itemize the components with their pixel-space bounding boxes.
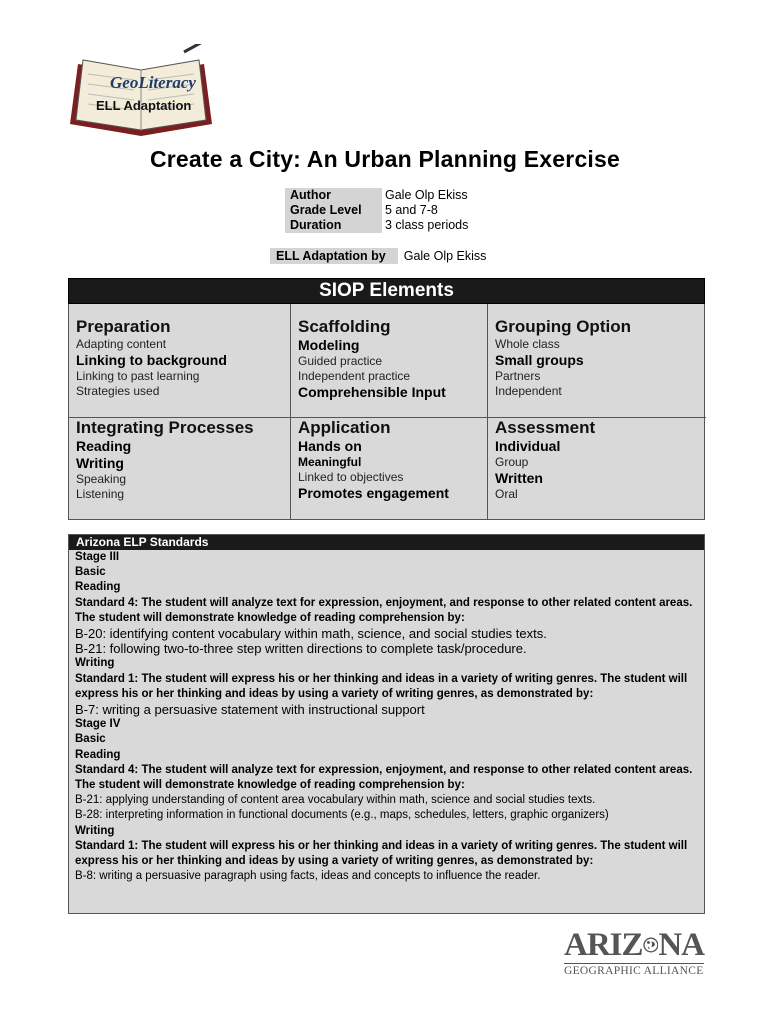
cell-item-highlight: Small groups — [495, 352, 584, 368]
cell-item-highlight: Writing — [76, 455, 124, 471]
meta-row-grade — [285, 203, 468, 218]
level-heading: Basic — [75, 733, 106, 746]
arizona-geographic-alliance-logo — [564, 928, 704, 978]
indicator-text: B-8: writing a persuasive paragraph using facts, ideas and concepts to influence the reader. — [75, 870, 541, 883]
siop-cell-grouping — [488, 304, 706, 418]
cell-item: Strategies used — [76, 384, 160, 398]
meta-value: Gale Olp Ekiss — [385, 188, 468, 202]
meta-key: Author — [285, 188, 382, 203]
logo-name-part: NA — [658, 927, 704, 963]
siop-title: SIOP Elements — [68, 278, 705, 304]
siop-cell-preparation — [69, 304, 291, 418]
cell-item-highlight: Written — [495, 470, 543, 486]
domain-heading: Writing — [75, 657, 115, 670]
logo-subtitle: GEOGRAPHIC ALLIANCE — [564, 965, 704, 977]
standard-text: Standard 1: The student will express his or her thinking and ideas in a variety of writing genres. The student will express his or her thinking and ideas by using a variety of writing genres, as demonstrated by: — [75, 839, 688, 868]
cell-item: Group — [495, 455, 529, 469]
indicator-text: B-20: identifying content vocabulary within math, science, and social studies texts. — [75, 626, 547, 642]
cell-item: Linked to objectives — [298, 470, 404, 484]
cell-item-highlight: Hands on — [298, 438, 362, 454]
geoliteracy-logo — [66, 44, 216, 140]
meta-key: Grade Level — [285, 203, 382, 218]
siop-cell-integrating — [69, 418, 291, 519]
cell-item: Speaking — [76, 472, 127, 486]
indicator-text: B-7: writing a persuasive statement with instructional support — [75, 702, 425, 718]
adaptation-key: ELL Adaptation by — [270, 248, 398, 264]
cell-item: Whole class — [495, 337, 560, 351]
cell-item: Partners — [495, 369, 541, 383]
cell-item-highlight: Reading — [76, 438, 132, 454]
meta-value: 3 class periods — [385, 218, 469, 232]
cell-item-highlight: Individual — [495, 438, 561, 454]
cell-item: Oral — [495, 487, 518, 501]
cell-item-highlight: Modeling — [298, 337, 360, 353]
siop-table — [68, 278, 705, 520]
svg-text:ELL Adaptation: ELL Adaptation — [96, 98, 192, 113]
domain-heading: Writing — [75, 824, 115, 837]
indicator-text: B-21: applying understanding of content area vocabulary within math, science and social studies texts. — [75, 794, 596, 807]
indicator-text: B-21: following two-to-three step written directions to complete task/procedure. — [75, 641, 527, 657]
cell-heading: Scaffolding — [298, 317, 391, 336]
globe-icon — [643, 930, 659, 960]
siop-cell-scaffolding — [291, 304, 488, 418]
adaptation-credit — [270, 248, 486, 264]
cell-heading: Assessment — [495, 418, 596, 437]
standard-text: Standard 1: The student will express his or her thinking and ideas in a variety of writing genres. The student will express his or her thinking and ideas by using a variety of writing genres, as demonstrated by: — [75, 672, 688, 700]
cell-heading: Integrating Processes — [76, 418, 254, 437]
cell-item: Independent — [495, 384, 562, 398]
standard-text: Standard 4: The student will analyze text for expression, enjoyment, and response to other related content areas. The student will demonstrate knowledge of reading comprehension by: — [75, 596, 693, 624]
cell-item-highlight: Meaningful — [298, 455, 362, 469]
siop-cell-assessment — [488, 418, 706, 519]
page-title: Create a City: An Urban Planning Exercise — [149, 146, 621, 172]
cell-heading: Grouping Option — [495, 317, 631, 336]
standard-text: Standard 4: The student will analyze text for expression, enjoyment, and response to other related content areas. The student will demonstrate knowledge of reading comprehension by: — [75, 763, 693, 792]
cell-heading: Preparation — [76, 317, 171, 336]
cell-item: Linking to past learning — [76, 369, 200, 383]
elp-standards-box — [68, 534, 705, 914]
cell-item-highlight: Promotes engagement — [298, 485, 449, 501]
cell-item-highlight: Linking to background — [76, 352, 227, 368]
cell-item: Independent practice — [298, 369, 411, 383]
cell-heading: Application — [298, 418, 391, 437]
domain-heading: Reading — [75, 748, 121, 761]
cell-item-highlight: Comprehensible Input — [298, 384, 446, 400]
cell-item: Guided practice — [298, 354, 383, 368]
stage-heading: Stage III — [75, 551, 120, 563]
meta-row-duration — [285, 218, 468, 233]
siop-cell-application — [291, 418, 488, 519]
stage-heading: Stage IV — [75, 718, 121, 731]
lesson-meta — [285, 188, 468, 233]
indicator-text: B-28: interpreting information in functional documents (e.g., maps, schedules, letters, graphic organizers) — [75, 809, 609, 822]
svg-text:GeoLiteracy: GeoLiteracy — [110, 73, 196, 92]
cell-item: Adapting content — [76, 337, 167, 351]
meta-value: 5 and 7-8 — [385, 203, 438, 217]
meta-key: Duration — [285, 218, 382, 233]
adaptation-value: Gale Olp Ekiss — [403, 249, 487, 263]
cell-item: Listening — [76, 487, 125, 501]
elp-title: Arizona ELP Standards — [69, 535, 704, 550]
domain-heading: Reading — [75, 581, 121, 594]
meta-row-author — [285, 188, 468, 203]
logo-name-part: ARIZ — [564, 927, 643, 963]
level-heading: Basic — [75, 566, 106, 579]
